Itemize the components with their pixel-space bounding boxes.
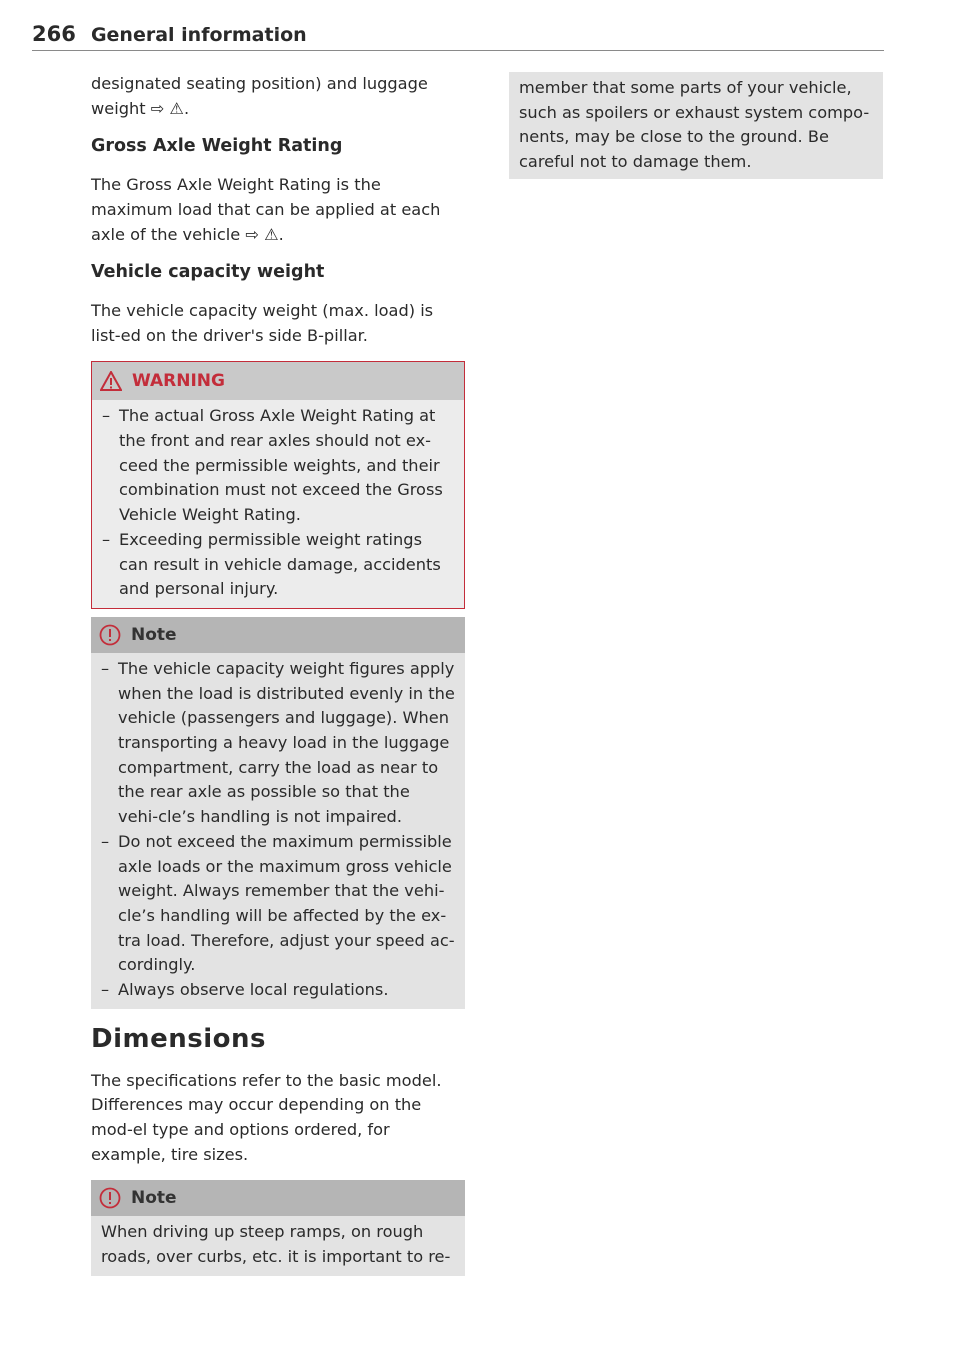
list-item: – The vehicle capacity weight figures apply when the load is distributed evenly in the vehicle (passengers and luggage). When transporting a heavy load in the luggage compartment, carry the load as near to the rear axle as possible so that the vehi-cle’s handling is not impaired. xyxy=(101,657,455,830)
capacity-paragraph: The vehicle capacity weight (max. load) is list-ed on the driver's side B-pillar. xyxy=(91,300,434,345)
note-icon xyxy=(99,624,121,646)
note-body-2 xyxy=(91,1216,465,1275)
note-header xyxy=(91,617,465,653)
right-column xyxy=(509,72,883,179)
section-title: General information xyxy=(90,24,307,46)
warning-box xyxy=(91,361,465,609)
warning-header xyxy=(92,362,464,400)
left-column xyxy=(91,72,465,1284)
note-header-2 xyxy=(91,1180,465,1216)
note-box xyxy=(91,617,465,1009)
note-text-2: When driving up steep ramps, on rough roads, over curbs, etc. it is important to re- xyxy=(101,1222,451,1267)
note-icon xyxy=(99,1187,121,1209)
warning-title: WARNING xyxy=(132,370,225,391)
list-item: – Always observe local regulations. xyxy=(101,978,455,1003)
page-header xyxy=(32,22,884,46)
note-title-2: Note xyxy=(131,1187,177,1208)
heading-capacity: Vehicle capacity weight xyxy=(91,262,325,283)
list-item: – The actual Gross Axle Weight Rating at the front and rear axles should not ex-ceed the permissible weights, and their combination must not exceed the Gross Vehicle Weight Rating. xyxy=(102,404,454,528)
dimensions-paragraph: The specifications refer to the basic model. Differences may occur depending on the mod-el type and options ordered, for example, tire sizes. xyxy=(91,1070,442,1164)
axle-paragraph: The Gross Axle Weight Rating is the maximum load that can be applied at each axle of the vehicle ⇨ ⚠. xyxy=(91,175,441,244)
warning-icon xyxy=(100,371,122,391)
heading-dimensions: Dimensions xyxy=(91,1023,266,1054)
note-title: Note xyxy=(131,624,177,645)
list-item: – Exceeding permissible weight ratings can result in vehicle damage, accidents and personal injury. xyxy=(102,528,454,602)
heading-gross-axle: Gross Axle Weight Rating xyxy=(91,136,343,157)
warning-body xyxy=(92,400,464,608)
list-item: – Do not exceed the maximum permissible axle Ioads or the maximum gross vehicle weight. Always remember that the vehi-cle’s handling will be affected by the ex-tra load. Therefore, adjust your speed ac-cordingly. xyxy=(101,830,455,978)
intro-paragraph: designated seating position) and luggage weight ⇨ ⚠. xyxy=(91,74,428,118)
continued-note-box xyxy=(509,72,883,179)
note-body xyxy=(91,653,465,1009)
continued-note-text: member that some parts of your vehicle, such as spoilers or exhaust system compo-nents, may be close to the ground. Be careful not to damage them. xyxy=(519,78,870,172)
page-number: 266 xyxy=(32,22,76,46)
header-rule xyxy=(32,50,884,51)
note-box-2 xyxy=(91,1180,465,1275)
